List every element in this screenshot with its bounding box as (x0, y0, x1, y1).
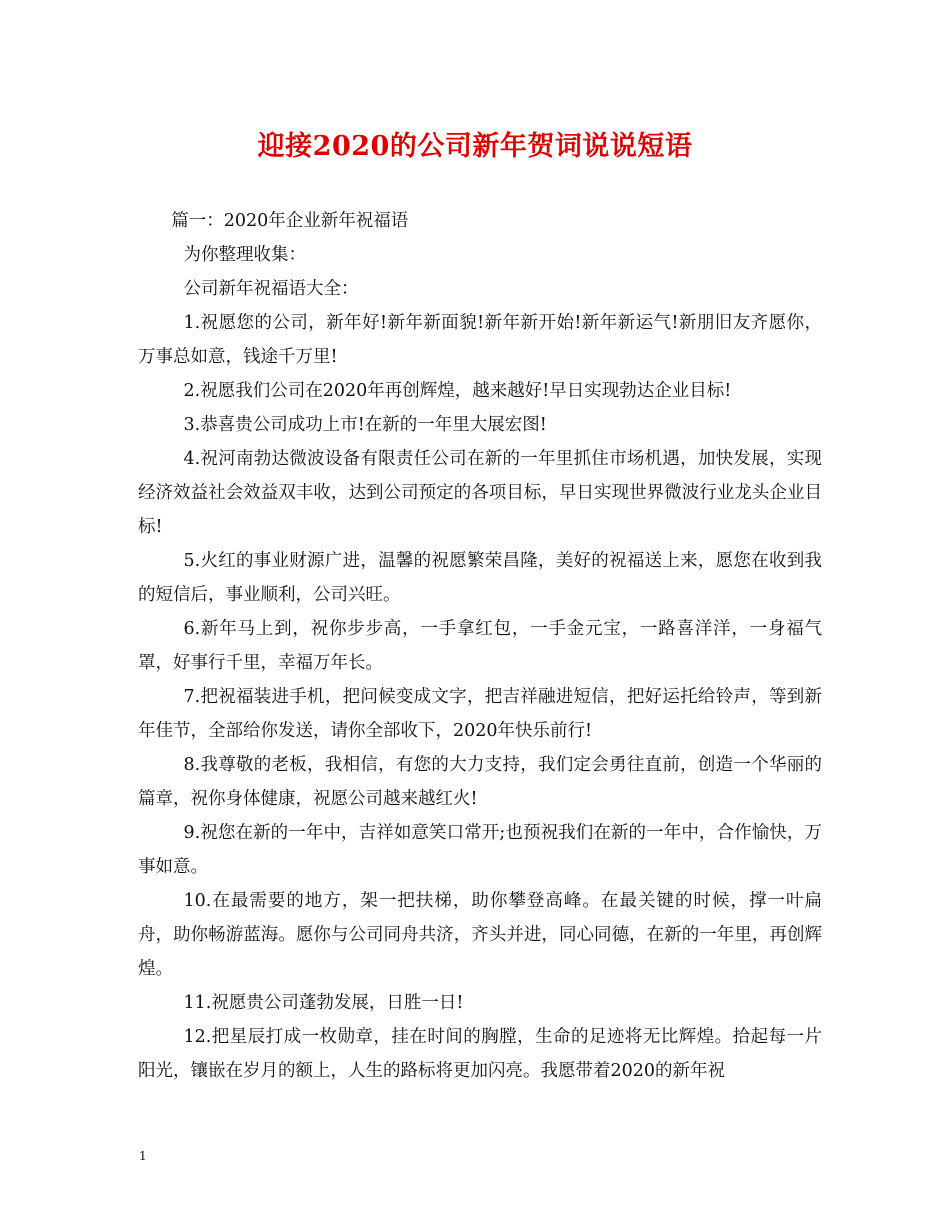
greeting-paragraph: 7.把祝福装进手机，把问候变成文字，把吉祥融进短信，把好运托给铃声，等到新年佳节，全部给你发送，请你全部收下，2020年快乐前行! (138, 687, 822, 741)
document-title: 迎接2020的公司新年贺词说说短语 (257, 131, 693, 162)
greeting-paragraph: 10.在最需要的地方，架一把扶梯，助你攀登高峰。在最关键的时候，撑一叶扁舟，助你畅游蓝海。愿你与公司同舟共济，齐头并进，同心同德，在新的一年里，再创辉煌。 (138, 891, 822, 979)
greeting-paragraph: 2.祝愿我们公司在2020年再创辉煌，越来越好!早日实现勃达企业目标! (183, 381, 732, 401)
greeting-paragraph: 3.恭喜贵公司成功上市!在新的一年里大展宏图! (183, 415, 547, 435)
greeting-paragraph: 1.祝愿您的公司，新年好!新年新面貌!新年新开始!新年新运气!新朋旧友齐愿你，万事总如意，钱途千万里! (138, 313, 822, 367)
greeting-paragraph: 11.祝愿贵公司蓬勃发展，日胜一日! (183, 993, 464, 1013)
section-heading: 篇一：2020年企业新年祝福语 (171, 211, 409, 231)
greeting-paragraph: 12.把星辰打成一枚勋章，挂在时间的胸膛，生命的足迹将无比辉煌。拾起每一片阳光，镶嵌在岁月的额上，人生的路标将更加闪亮。我愿带着2020的新年祝 (138, 1027, 822, 1081)
greeting-paragraph: 6.新年马上到，祝你步步高，一手拿红包，一手金元宝，一路喜洋洋，一身福气罩，好事行千里，幸福万年长。 (138, 619, 822, 673)
greeting-paragraph: 4.祝河南勃达微波设备有限责任公司在新的一年里抓住市场机遇，加快发展，实现经济效益社会效益双丰收，达到公司预定的各项目标，早日实现世界微波行业龙头企业目标! (138, 449, 822, 537)
page-number: 1 (139, 1149, 147, 1163)
greeting-paragraph: 8.我尊敬的老板，我相信，有您的大力支持，我们定会勇往直前，创造一个华丽的篇章，祝你身体健康，祝愿公司越来越红火! (138, 755, 822, 809)
intro-line: 为你整理收集： (183, 245, 306, 265)
list-heading: 公司新年祝福语大全： (183, 279, 359, 299)
document-body (138, 204, 822, 1088)
greeting-paragraph: 5.火红的事业财源广进，温馨的祝愿繁荣昌隆，美好的祝福送上来，愿您在收到我的短信后，事业顺利，公司兴旺。 (138, 551, 822, 605)
greeting-paragraph: 9.祝您在新的一年中，吉祥如意笑口常开;也预祝我们在新的一年中，合作愉快，万事如意。 (138, 823, 822, 877)
